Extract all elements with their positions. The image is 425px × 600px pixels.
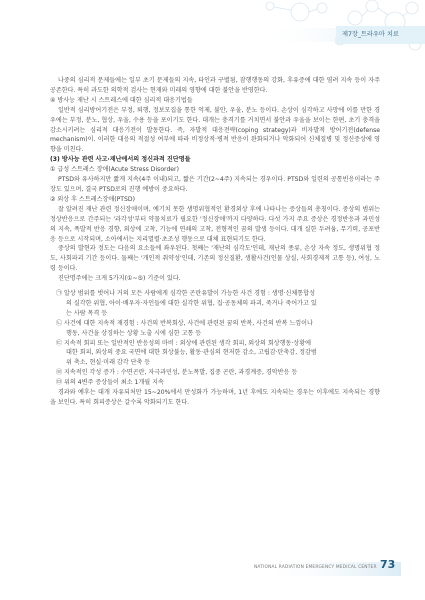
criterion-item-cont: 행동, 사건을 상징하는 상황 노출 시에 심한 고통 등	[66, 329, 202, 337]
ptsd-paragraph-2: 중상의 발현과 정도는 다음의 요소들에 좌우된다. 첫째는 '재난의 심각도'인데, 재난의 종류, 손상 자속 정도, 생명위협 정도, 사회파괴 기간 등이다. 둘째는 '개인적 취약성'인데, 기존의 정신질환, 생활사건(인물 상실, 사회경제적 고통 등), 여성, 노령 등이다.	[50, 245, 380, 273]
asd-paragraph: PTSD와 유사하지만 짧게 지속(4주 이내)되고, 짧은 기간(2~4주) 지속되는 경우이다. PTSD와 일련의 공통빈응이라는 주장도 있으며, 결국 PTSD로의 진행 예방이 중요하다.	[50, 176, 380, 193]
footer-org-name: NATIONAL RADIATION EMERGENCY MEDICAL CENTER	[254, 565, 377, 570]
criterion-item-cont: 대한 회피, 외상의 중요 국면에 대한 회상불능, 활동·관심의 현저한 감소, 고립감·탄축감, 정감범	[66, 349, 317, 357]
criterion-item: ㉠ 알상 범위를 벗어나 거의 모든 사람에게 심각한 곤란유발이 가능한 사건 경험 : 생명·신체통합성	[56, 290, 315, 298]
criteria-list	[50, 289, 380, 388]
section-3-heading: (3) 방사능 관련 사고·재난에서의 정신과적 진단명들	[50, 156, 191, 164]
criterion-item: ㉡ 사건에 대한 지속적 재경험 : 사건의 반복회상, 사건에 관련된 꿈의 반복, 사건의 반복 느낌이나	[56, 319, 313, 327]
criterion-item: ㉤ 위의 4변주 증상들이 최소 1개월 지속	[56, 379, 164, 387]
ptsd-paragraph-1: 잘 알려진 재난 관련 정신장애이며, 예기치 못한 생명위협적인 환경외상 후에 나타나는 증상들의 총칭이다. 중상의 범위는 정상반응으로 간주되는 '과각성'부터 약물치료가 필요한 '정신장애'까지 다양하다. 다섯 가지 주요 증상은 경정반응과 과민성의 지속, 폭발적 반응 경향, 외상에 고착, 기능에 연쇄의 고착, 전형적인 꿈의 발생 등이다. 대개 실한 두려움, 무기력, 공포반응 등으로 시작되며, 소아에서는 지리멸렬·초조성 행동으로 대체 표현되기도 한다.	[50, 205, 380, 243]
section-4-paragraph: 일반적 심리방어기전은 부정, 퇴행, 정보모집을 통한 억제, 불안, 우울, 분노 등이다. 손상이 심각하고 사망에 이를 만한 경우에는 부정, 분노, 협상, 우울, 수용 등을 포이기도 한다. 대개는 충격기를 거치면서 불안과 우울을 보이는 한편, 초기 충격을 감소시키려는 심리적 대응기전이 발동한다. 즉, 자발적 대응전략(coping strategy)과 비자발적 방어기전(defense mechanism)이. 이러한 대응의 적절성 여부에 따라 비정상적·병적 반응이 완화되거나 악화되어 신체질병 및 정신증상에 영향을 미친다.	[50, 106, 380, 154]
chapter-title: 제7장_트라우마 치료	[342, 31, 399, 38]
criterion-item-cont: 의 실각한 위협, 아이·배우자·자인들에 대한 실각한 위협, 집·공동체의 파괴, 죽거나 죽어가고 있	[66, 299, 317, 307]
page-body	[50, 76, 380, 408]
ptsd-title: ② 외상 후 스트레스장애(PTSD)	[50, 195, 135, 203]
page-number: 73	[380, 558, 396, 571]
asd-title: ① 급성 스트레스 장애(Acute Stress Disorder)	[50, 166, 179, 174]
criterion-item-cont: 는 사람 목격 등	[66, 309, 108, 317]
intro-paragraph: 나중의 심리적 문제들에는 일부 초기 문제들의 지속, 타인과 구별됨, 잠행행동의 강화, 후유증에 대한 염려 지속 등이 자주 공존한다. 특히 과도한 의학적 검사는 현재와 미래의 영향에 대한 불안을 반영한다.	[50, 77, 380, 94]
section-4-title: ④ 방사능 재난 시 스트레스에 대한 심리적 대응기법들	[50, 96, 193, 104]
criterion-item: ㉢ 지속적 회피 또는 일반적인 반응성의 마비 : 외상에 관련된 생각 회피, 외상의 회상행동·상황에	[56, 339, 312, 347]
ptsd-paragraph-3: 진단명주에는 크게 5가지(①~⑤) 기준이 있다.	[58, 275, 181, 283]
criterion-item-cont: 위 축소, 현실·미래 감각 단축 등	[66, 359, 151, 367]
criterion-item: ㉣ 지속적인 각성 증가 : 수면곤란, 자극과민성, 분노폭발, 집중 곤란, 과경계증, 경악반응 등	[56, 369, 298, 377]
closing-paragraph: 경과와 예후는 대개 자유되처만 15~20%에서 만성화가 가능하며, 1년 후에도 지속되는 경우는 이후에도 지속되는 경향을 보인다. 특히 회피증상은 갈수록 악화되기도 한다.	[50, 389, 380, 406]
